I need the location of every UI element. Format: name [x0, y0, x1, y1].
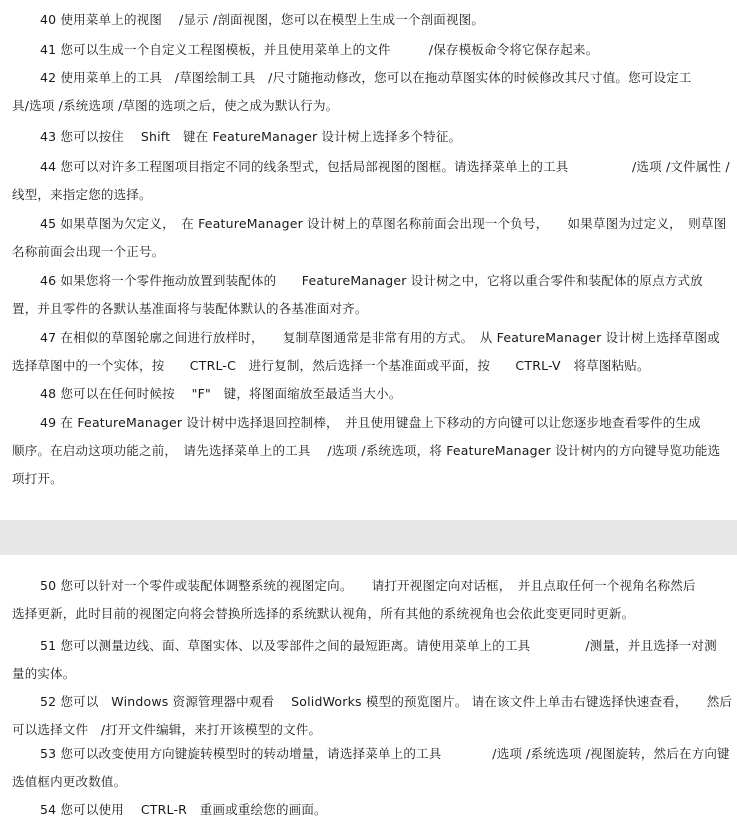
- tip-line: 44 您可以对许多工程图项目指定不同的线条型式，包括局部视图的图框。请选择菜单上的工具 /选项 /文件属性 /: [40, 159, 730, 174]
- tip-line: 51 您可以测量边线、面、草图实体、以及零部件之间的最短距离。请使用菜单上的工具 /测量，并且选择一对测: [40, 638, 717, 653]
- tip-paragraph: [12, 632, 724, 688]
- tip-paragraph: [12, 324, 724, 380]
- tip-line: 50 您可以针对一个零件或装配体调整系统的视图定向。 请打开视图定向对话框， 并且点取任何一个视角名称然后: [40, 578, 696, 593]
- document-page-2: [0, 555, 737, 832]
- tip-paragraph: [12, 688, 733, 744]
- tip-line: 选值框内更改数值。: [12, 774, 127, 789]
- tip-line: 46 如果您将一个零件拖动放置到装配体的 FeatureManager 设计树之中，它将以重合零件和装配体的原点方式放: [40, 273, 703, 288]
- tip-line: 41 您可以生成一个自定义工程图模板，并且使用菜单上的文件 /保存模板命令将它保存起来。: [40, 42, 599, 57]
- tip-line: 48 您可以在任何时候按 "F" 键，将图面缩放至最适当大小。: [40, 386, 402, 401]
- tip-line: 具/选项 /系统选项 /草图的选项之后，使之成为默认行为。: [12, 98, 339, 113]
- page-gap: [0, 520, 737, 555]
- tip-line: 42 使用菜单上的工具 /草图绘制工具 /尺寸随拖动修改，您可以在拖动草图实体的时候修改其尺寸值。您可设定工: [40, 70, 692, 85]
- tip-paragraph: [12, 64, 724, 120]
- tip-line: 选择更新，此时目前的视图定向将会替换所选择的系统默认视角，所有其他的系统视角也会依此变更同时更新。: [12, 606, 635, 621]
- tip-paragraph: [12, 36, 724, 64]
- tip-line: 项打开。: [12, 471, 63, 486]
- tip-paragraph: [12, 572, 724, 628]
- tip-line: 选择草图中的一个实体，按 CTRL-C 进行复制，然后选择一个基准面或平面，按 CTRL-V 将草图粘贴。: [12, 358, 650, 373]
- tip-paragraph: [12, 267, 724, 323]
- tip-paragraph: [12, 123, 724, 151]
- tip-line: 47 在相似的草图轮廓之间进行放样时， 复制草图通常是非常有用的方式。 从 FeatureManager 设计树上选择草图或: [40, 330, 720, 345]
- tip-line: 54 您可以使用 CTRL-R 重画或重绘您的画面。: [40, 802, 327, 817]
- tip-line: 线型，来指定您的选择。: [12, 187, 152, 202]
- tip-line: 顺序。在启动这项功能之前， 请先选择菜单上的工具 /选项 /系统选项，将 FeatureManager 设计树内的方向键导览功能选: [12, 443, 721, 458]
- tip-paragraph: [12, 796, 724, 824]
- tip-line: 置，并且零件的各默认基准面将与装配体默认的各基准面对齐。: [12, 301, 368, 316]
- tip-paragraph: [12, 380, 724, 408]
- tip-paragraph: [12, 409, 724, 493]
- tip-paragraph: [12, 210, 727, 266]
- tip-line: 可以选择文件 /打开文件编辑，来打开该模型的文件。: [12, 722, 322, 737]
- tip-paragraph: [12, 153, 730, 209]
- tip-line: 53 您可以改变使用方向键旋转模型时的转动增量，请选择菜单上的工具 /选项 /系统选项 /视图旋转，然后在方向键: [40, 746, 730, 761]
- tip-paragraph: [12, 740, 730, 796]
- tip-line: 49 在 FeatureManager 设计树中选择退回控制棒， 并且使用键盘上下移动的方向键可以让您逐步地查看零件的生成: [40, 415, 701, 430]
- tip-line: 52 您可以 Windows 资源管理器中观看 SolidWorks 模型的预览图片。 请在该文件上单击右键选择快速查看， 然后: [40, 694, 733, 709]
- tip-line: 45 如果草图为欠定义， 在 FeatureManager 设计树上的草图名称前面会出现一个负号， 如果草图为过定义， 则草图: [40, 216, 727, 231]
- tip-paragraph: [12, 6, 724, 34]
- tip-line: 名称前面会出现一个正号。: [12, 244, 165, 259]
- tip-line: 40 使用菜单上的视图 /显示 /剖面视图，您可以在模型上生成一个剖面视图。: [40, 12, 485, 27]
- tip-line: 量的实体。: [12, 666, 76, 681]
- tip-line: 43 您可以按住 Shift 键在 FeatureManager 设计树上选择多个特征。: [40, 129, 462, 144]
